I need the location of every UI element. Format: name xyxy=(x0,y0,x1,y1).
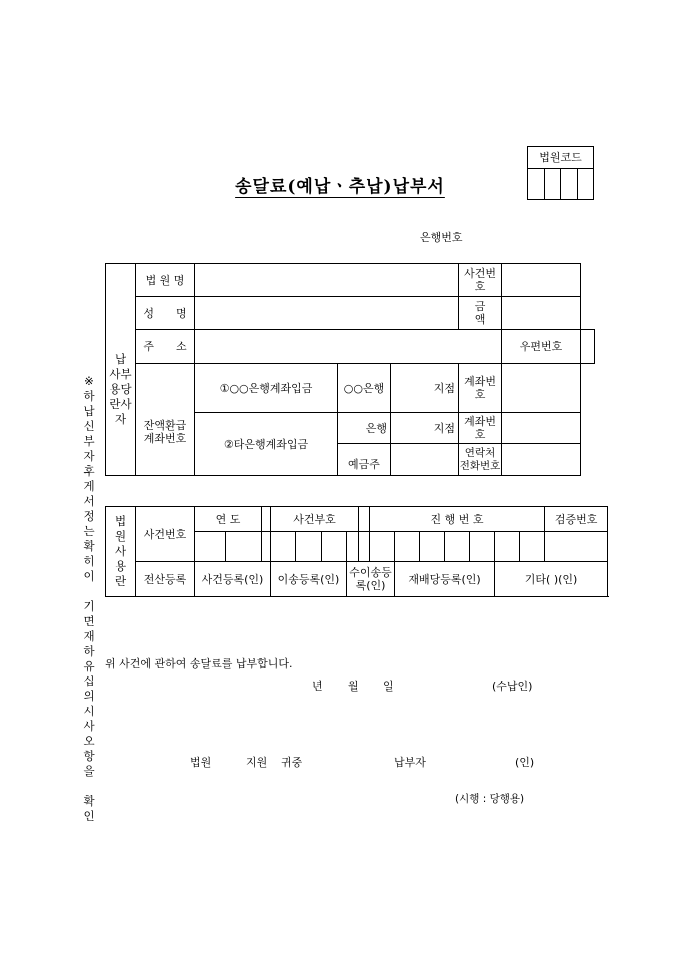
payer-vertical-char: 란사 xyxy=(109,397,132,411)
case-code-cell[interactable] xyxy=(296,532,322,562)
progress-digit-cell[interactable] xyxy=(395,532,420,562)
option-2-branch: 지점 xyxy=(391,413,459,444)
progress-digit-cell[interactable] xyxy=(520,532,545,562)
sig-addressee: 귀중 xyxy=(281,756,303,769)
side-note-char: 시사 xyxy=(83,704,95,733)
reg-reassign[interactable]: 재배당등록(인) xyxy=(395,562,495,597)
amount-field[interactable] xyxy=(502,297,581,330)
court-vertical-char: 란 xyxy=(114,574,127,588)
court-name-field[interactable] xyxy=(195,264,459,297)
option-2-bank: 은행 xyxy=(338,413,391,444)
court-vertical-label xyxy=(106,507,136,597)
account-number-label: 계좌번호 xyxy=(459,364,502,413)
account-number-field[interactable] xyxy=(502,364,581,413)
date-day: 일 xyxy=(383,680,394,693)
side-note-char: 신부 xyxy=(83,419,95,448)
case-code-label: 사건부호 xyxy=(271,507,359,532)
case-number-field[interactable] xyxy=(502,264,581,297)
side-note-char: 십의 xyxy=(83,674,95,703)
court-vertical-char: 용 xyxy=(114,559,127,573)
address-field[interactable] xyxy=(195,330,502,364)
reg-transfer[interactable]: 이송등록(인) xyxy=(271,562,347,597)
court-vertical-char: 사 xyxy=(114,544,127,558)
depositor-field[interactable] xyxy=(391,444,459,476)
court-code-label: 법원코드 xyxy=(528,147,594,169)
reg-other[interactable]: 기타( )(인) xyxy=(495,562,608,597)
side-note-char: 하유 xyxy=(83,644,95,673)
payer-vertical-char: 사부 xyxy=(109,367,132,381)
account-number-label-2: 계좌번호 xyxy=(459,413,502,444)
year-label: 연 도 xyxy=(195,507,262,532)
reg-computer[interactable]: 전산등록 xyxy=(136,562,195,597)
progress-number-label: 진 행 번 호 xyxy=(370,507,545,532)
contact-label: 연락처 전화번호 xyxy=(459,444,502,476)
payer-vertical-char: 납 xyxy=(114,352,127,366)
progress-digit-cell[interactable] xyxy=(495,532,520,562)
court-vertical-char: 원 xyxy=(114,529,127,543)
contact-field[interactable] xyxy=(502,444,581,476)
case-code-cell[interactable] xyxy=(271,532,296,562)
document-title: 송달료(예납ㆍ추납)납부서 xyxy=(235,177,445,197)
divider-cell xyxy=(359,532,370,562)
progress-digit-cell[interactable] xyxy=(370,532,395,562)
payer-section-table xyxy=(105,263,595,476)
verify-number-field[interactable] xyxy=(545,532,608,562)
statement-text: 위 사건에 관하여 송달료를 납부합니다. xyxy=(105,657,293,670)
postal-code-label: 우편번호 xyxy=(502,330,581,364)
option-1-branch: 지점 xyxy=(391,364,459,413)
side-note-char: 서 xyxy=(83,494,95,508)
side-note-char: 기면 xyxy=(83,599,95,628)
side-note-char: 인 xyxy=(83,809,95,823)
footer-note: (시행 : 당행용) xyxy=(455,793,525,805)
postal-code-field[interactable] xyxy=(581,330,595,364)
court-section-table xyxy=(105,506,608,597)
case-code-cell[interactable] xyxy=(322,532,347,562)
reg-received-transfer[interactable]: 수이송등록(인) xyxy=(347,562,395,597)
depositor-label: 예금주 xyxy=(338,444,391,476)
reg-case[interactable]: 사건등록(인) xyxy=(195,562,271,597)
receipt-seal: (수납인) xyxy=(492,680,533,693)
year-digit-cell[interactable] xyxy=(195,532,226,562)
sig-court: 법원 xyxy=(190,756,212,769)
account-number-field-2[interactable] xyxy=(502,413,581,444)
option-2-label[interactable]: ②타은행계좌입금 xyxy=(195,413,338,476)
side-note-char xyxy=(82,584,96,599)
progress-digit-cell[interactable] xyxy=(445,532,470,562)
date-year: 년 xyxy=(312,680,323,693)
side-note-char: 확 xyxy=(83,539,95,553)
sig-payer: 납부자 xyxy=(394,756,426,769)
side-note-char: 재 xyxy=(83,629,95,643)
amount-label: 금 액 xyxy=(459,297,502,330)
progress-digit-cell[interactable] xyxy=(420,532,445,562)
side-note-char xyxy=(82,779,96,794)
side-note-char: 하납 xyxy=(83,389,95,418)
name-field[interactable] xyxy=(195,297,459,330)
side-note-char: 정는 xyxy=(83,509,95,538)
side-note-char: 후게 xyxy=(83,464,95,493)
sig-branch: 지원 xyxy=(246,756,268,769)
refund-account-label: 잔액환급 계좌번호 xyxy=(136,364,195,476)
option-1-bank: ○○은행 xyxy=(338,364,391,413)
name-label: 성 명 xyxy=(136,297,195,330)
side-note-char: 오항 xyxy=(83,734,95,763)
sig-seal: (인) xyxy=(515,756,535,769)
year-digit-cell[interactable] xyxy=(226,532,262,562)
divider-cell xyxy=(262,507,271,532)
side-note-char: ※ xyxy=(84,374,94,388)
payer-vertical-label xyxy=(106,264,136,476)
bank-number-label: 은행번호 xyxy=(420,231,463,244)
case-code-cell[interactable] xyxy=(347,532,359,562)
court-name-label: 법 원 명 xyxy=(136,264,195,297)
payer-vertical-char: 용당 xyxy=(109,382,132,396)
date-month: 월 xyxy=(348,680,359,693)
address-label: 주 소 xyxy=(136,330,195,364)
side-note-char: 히이 xyxy=(83,554,95,583)
option-1-label[interactable]: ①○○은행계좌입금 xyxy=(195,364,338,413)
divider-cell xyxy=(359,507,370,532)
verify-number-label: 검증번호 xyxy=(545,507,608,532)
court-case-number-label: 사건번호 xyxy=(136,507,195,562)
case-number-label: 사건번호 xyxy=(459,264,502,297)
side-note-char: 을 xyxy=(83,764,95,778)
payer-vertical-char: 자 xyxy=(114,412,127,426)
court-vertical-char: 법 xyxy=(114,514,127,528)
side-note xyxy=(82,374,96,824)
side-note-char: 확 xyxy=(83,794,95,808)
side-note-char: 자 xyxy=(83,449,95,463)
progress-digit-cell[interactable] xyxy=(470,532,495,562)
divider-cell xyxy=(262,532,271,562)
